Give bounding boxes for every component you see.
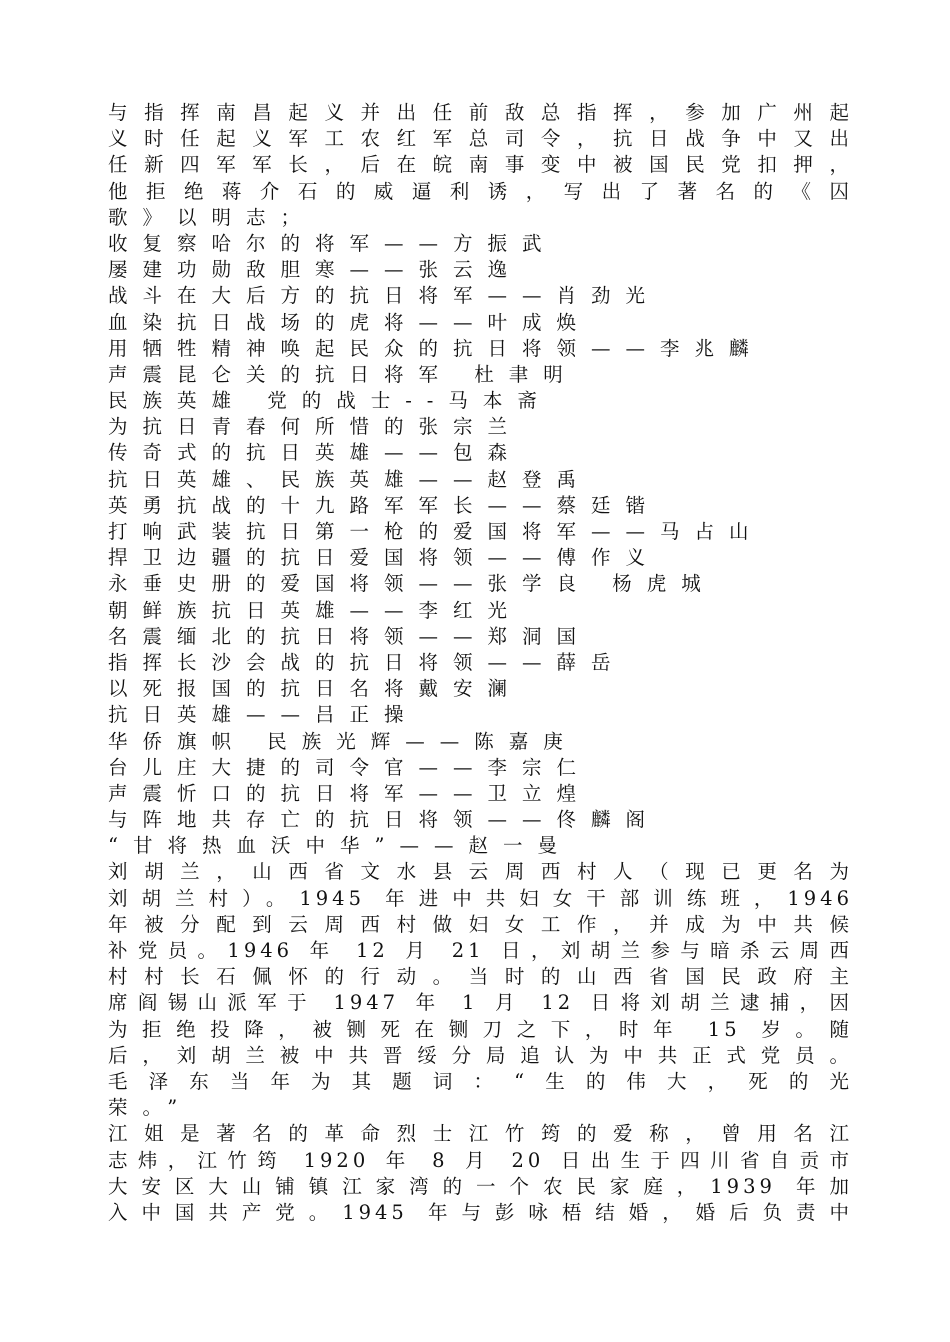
text-line: 村村长石佩怀的行动。当时的山西省国民政府主 [108,965,853,989]
list-item: 为抗日青春何所惜的张宗兰 [108,415,523,439]
list-item: 屡建功勋敌胆寒——张云逸 [108,258,523,282]
text-line: 为拒绝投降，被铡死在铡刀之下，时年 15 岁。随 [108,1017,853,1041]
list-item: 抗日英雄、民族英雄——赵登禹 [108,467,592,491]
list-item: 打响武装抗日第一枪的爱国将军——马占山 [108,520,764,543]
paragraph-jiang-jie [108,1121,853,1226]
list-item: 朝鲜族抗日英雄——李红光 [108,598,523,622]
text-line: 后，刘胡兰被中共晋绥分局追认为中共正式党员。 [108,1043,853,1067]
paragraph-liu-hulan [108,859,853,1121]
list-item: 民族英雄 党的战士--马本斋 [108,389,552,413]
text-line: 毛泽东当年为其题词：“生的伟大，死的光 [108,1069,853,1093]
list-item: 永垂史册的爱国将领——张学良 杨虎城 [108,572,716,596]
text-line: 年被分配到云周西村做妇女工作，并成为中共候 [108,912,853,936]
list-item: 战斗在大后方的抗日将军——肖劲光 [108,284,661,308]
list-item: 声震忻口的抗日将军——卫立煌 [108,781,592,805]
list-item: 名震缅北的抗日将领——郑洞国 [108,624,592,648]
text-line: 荣。” [108,1096,193,1120]
paragraph-ye-ting [108,100,853,231]
list-item: 用牺牲精神唤起民众的抗日将领——李兆麟 [108,336,764,360]
list-item: 传奇式的抗日英雄——包森 [108,441,523,465]
list-item: 与阵地共存亡的抗日将领——佟麟阁 [108,808,661,832]
text-line: 任新四军军长，后在皖南事变中被国民党扣押， [108,153,853,177]
hero-list [108,231,853,860]
text-line: 补党员。1946 年 12 月 21 日，刘胡兰参与暗杀云周西 [108,939,853,962]
list-item: 血染抗日战场的虎将——叶成焕 [108,310,592,334]
text-line: 席阎锡山派军于 1947 年 1 月 12 日将刘胡兰逮捕，因 [108,991,853,1015]
text-line: 江姐是著名的革命烈士江竹筠的爱称，曾用名江 [108,1122,853,1146]
text-line: 与指挥南昌起义并出任前敌总指挥，参加广州起 [108,101,853,124]
text-line: 他拒绝蒋介石的威逼利诱，写出了著名的《囚 [108,179,853,203]
list-item: 华侨旗帜 民族光辉——陈嘉庚 [108,729,578,753]
text-line: 志炜，江竹筠 1920 年 8 月 20 日出生于四川省自贡市 [108,1148,853,1172]
text-line: 入中国共产党。1945 年与彭咏梧结婚，婚后负责中 [108,1200,853,1224]
list-item: 声震昆仑关的抗日将军 杜聿明 [108,362,578,386]
list-item: 英勇抗战的十九路军军长——蔡廷锴 [108,493,661,517]
document-page [108,100,853,1226]
list-item: 以死报国的抗日名将戴安澜 [108,677,523,701]
list-item: 台儿庄大捷的司令官——李宗仁 [108,755,592,779]
text-line: 刘胡兰村）。1945 年进中共妇女干部训练班，1946 [108,886,853,910]
list-item: 收复察哈尔的将军——方振武 [108,231,557,255]
list-item: 指挥长沙会战的抗日将领——薛岳 [108,650,626,674]
text-line: 大安区大山铺镇江家湾的一个农民家庭，1939 年加 [108,1174,853,1198]
list-item: “甘将热血沃中华”——赵一曼 [108,834,572,858]
text-line: 刘胡兰，山西省文水县云周西村人（现已更名为 [108,860,853,884]
text-line: 义时任起义军工农红军总司令，抗日战争中又出 [108,127,853,151]
text-line: 歌》以明志； [108,205,316,229]
list-item: 捍卫边疆的抗日爱国将领——傅作义 [108,546,661,570]
list-item: 抗日英雄——吕正操 [108,703,419,727]
